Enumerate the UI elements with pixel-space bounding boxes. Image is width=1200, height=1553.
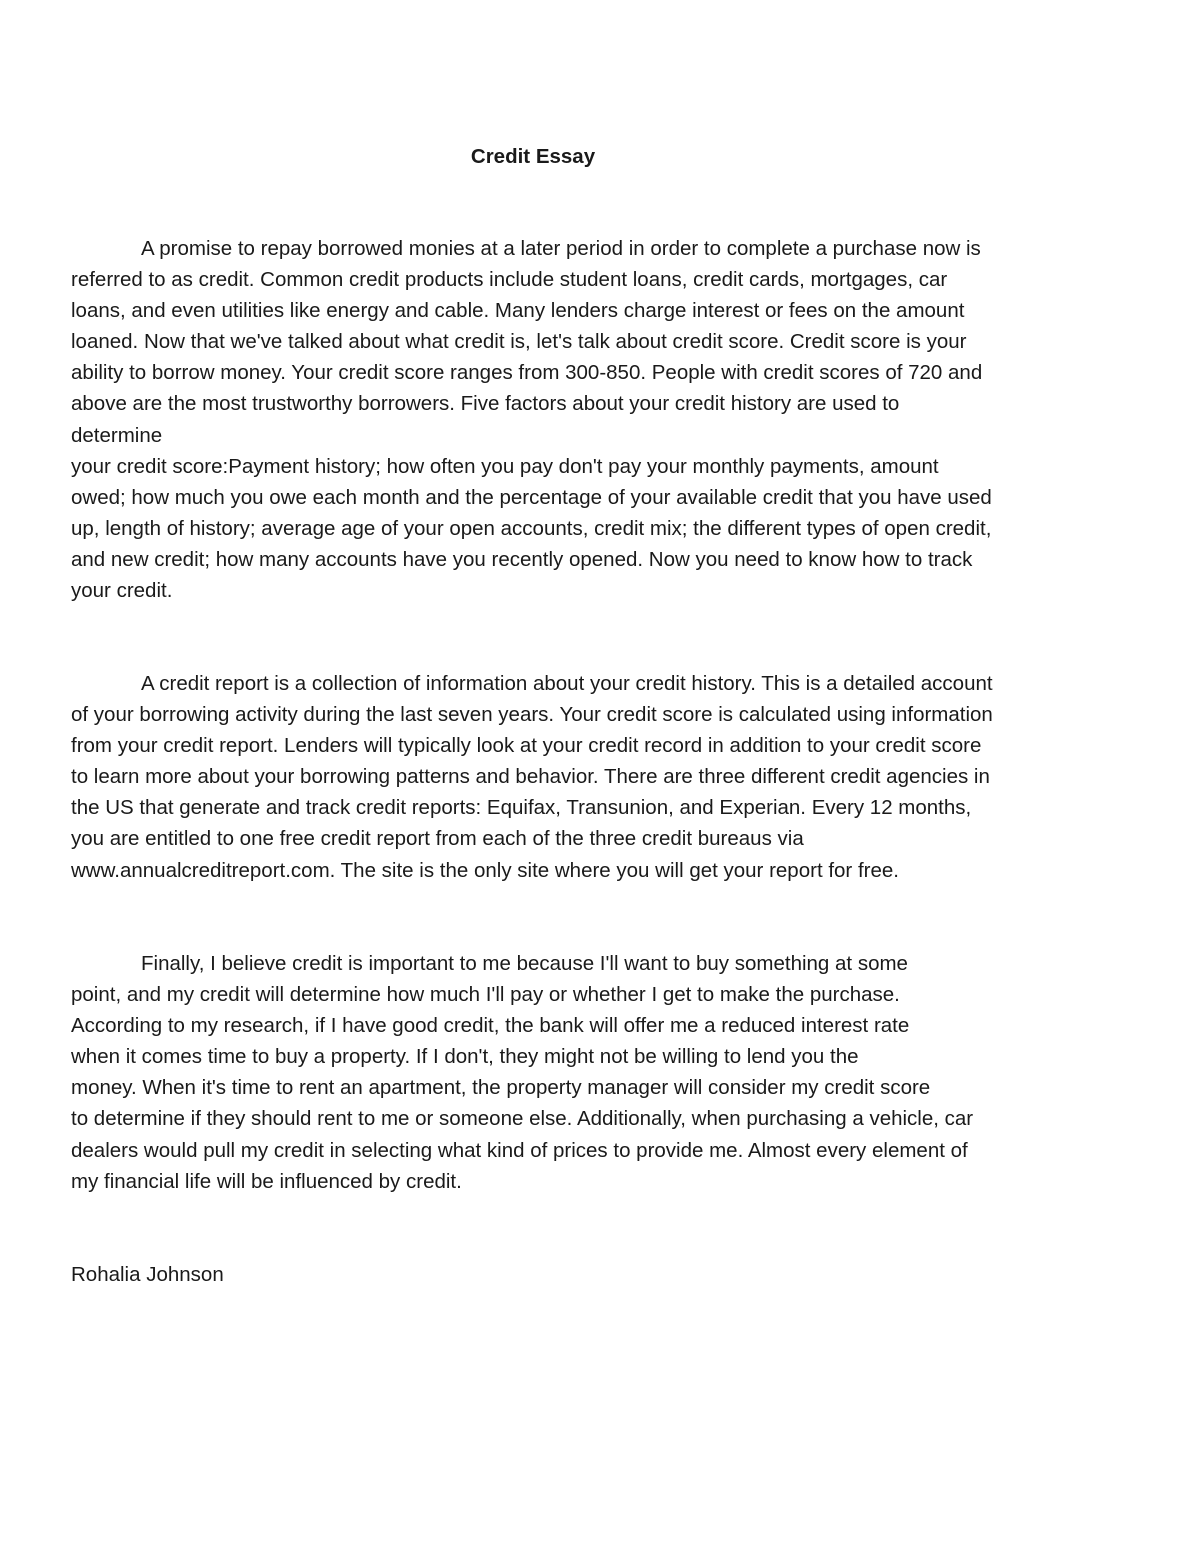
paragraph-3 (71, 948, 1141, 1197)
paragraph-line: www.annualcreditreport.com. The site is the only site where you will get your report for free. (71, 858, 899, 882)
paragraph-1 (71, 233, 1141, 606)
paragraph-line: loaned. Now that we've talked about what credit is, let's talk about credit score. Credit score is your (71, 330, 967, 354)
paragraph-line: determine (71, 423, 163, 447)
paragraph-line: my financial life will be influenced by credit. (71, 1169, 462, 1193)
paragraph-2 (71, 668, 1141, 886)
paragraph-line: Finally, I believe credit is important to me because I'll want to buy something at some (141, 952, 908, 975)
paragraph-line: According to my research, if I have good credit, the bank will offer me a reduced interest rate (71, 1014, 910, 1038)
paragraph-line: point, and my credit will determine how much I'll pay or whether I get to make the purchase. (71, 983, 900, 1007)
paragraph-line: to determine if they should rent to me or someone else. Additionally, when purchasing a vehicle, car (71, 1107, 974, 1131)
paragraph-line: from your credit report. Lenders will typically look at your credit record in addition to your credit score (71, 734, 982, 758)
paragraph-line: your credit score:Payment history; how often you pay don't pay your monthly payments, amount (71, 454, 939, 478)
paragraph-line: up, length of history; average age of your open accounts, credit mix; the different types of open credit, (71, 516, 992, 540)
author-signature: Rohalia Johnson (71, 1263, 224, 1286)
paragraph-line: money. When it's time to rent an apartment, the property manager will consider my credit score (71, 1076, 931, 1100)
paragraph-line: owed; how much you owe each month and the percentage of your available credit that you have used (71, 485, 992, 509)
paragraph-line: and new credit; how many accounts have you recently opened. Now you need to know how to track (71, 547, 973, 571)
paragraph-line: A credit report is a collection of information about your credit history. This is a detailed account (141, 672, 993, 695)
paragraph-line: ability to borrow money. Your credit score ranges from 300-850. People with credit scores of 720 and (71, 361, 983, 385)
document-title: Credit Essay (470, 145, 596, 168)
paragraph-line: above are the most trustworthy borrowers. Five factors about your credit history are used to (71, 392, 900, 416)
paragraph-line: you are entitled to one free credit report from each of the three credit bureaus via (71, 827, 804, 851)
paragraph-line: A promise to repay borrowed monies at a later period in order to complete a purchase now is (141, 237, 981, 260)
paragraph-line: loans, and even utilities like energy and cable. Many lenders charge interest or fees on the amount (71, 299, 965, 323)
paragraph-line: the US that generate and track credit reports: Equifax, Transunion, and Experian. Every 12 months, (71, 796, 972, 820)
paragraph-line: when it comes time to buy a property. If I don't, they might not be willing to lend you the (71, 1045, 859, 1069)
paragraph-line: your credit. (71, 579, 173, 603)
paragraph-line: referred to as credit. Common credit products include student loans, credit cards, mortgages, car (71, 268, 948, 292)
paragraph-line: of your borrowing activity during the last seven years. Your credit score is calculated using information (71, 703, 993, 727)
paragraph-line: to learn more about your borrowing patterns and behavior. There are three different credit agencies in (71, 765, 990, 789)
paragraph-line: dealers would pull my credit in selecting what kind of prices to provide me. Almost every element of (71, 1138, 968, 1162)
